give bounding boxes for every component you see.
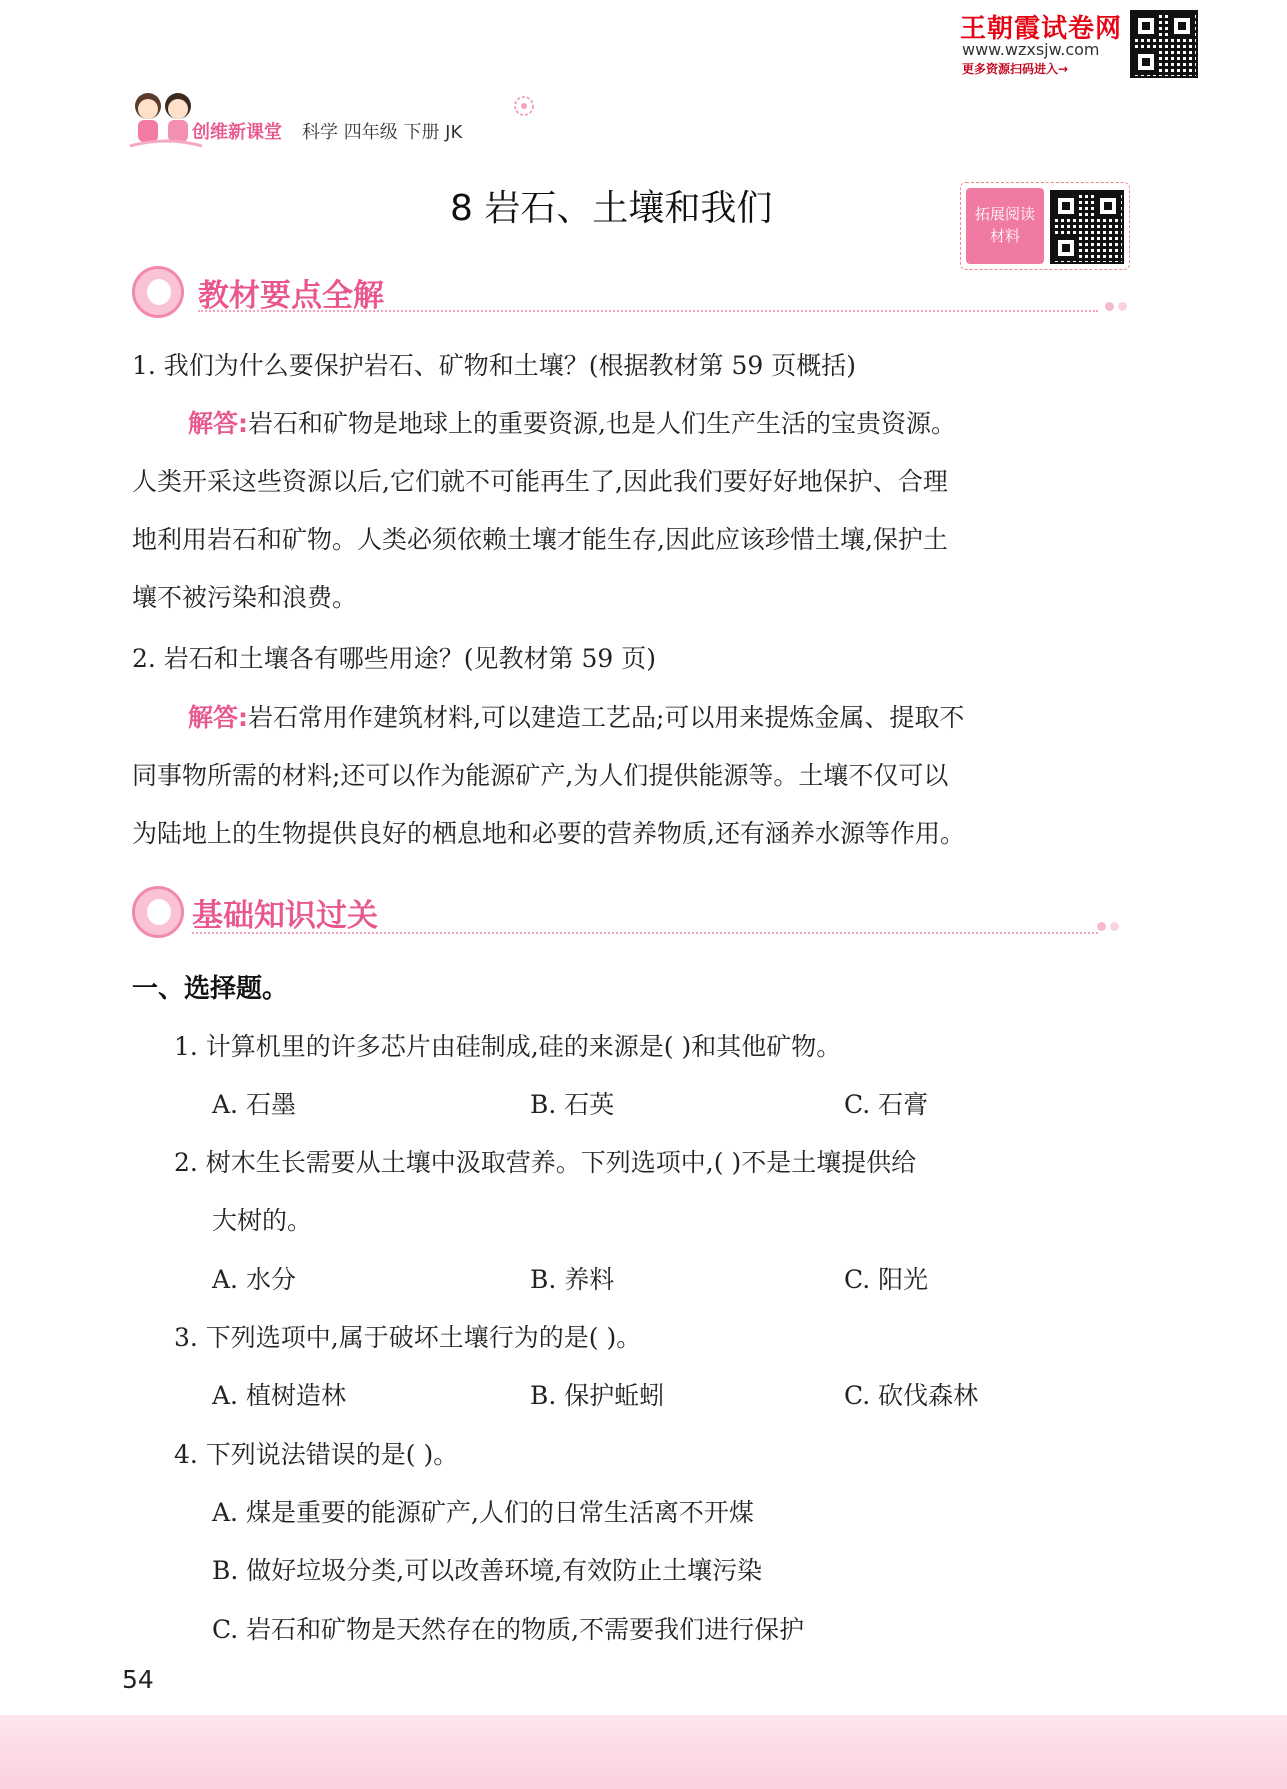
section-dots-icon [1097,922,1123,932]
extended-reading-qr-code-icon[interactable] [1050,190,1124,264]
answer-label: 解答: [188,703,248,732]
option-a[interactable]: A. 植树造林 [212,1381,346,1410]
section-dots-icon [1105,302,1131,312]
answer-1-line-2: 人类开采这些资源以后,它们就不可能再生了,因此我们要好好地保护、合理 [132,467,948,496]
section-title: 基础知识过关 [192,898,378,934]
question-2: 2. 岩石和土壤各有哪些用途？(见教材第 59 页) [132,644,657,673]
option-a[interactable]: A. 石墨 [212,1090,296,1119]
part-heading: 一、选择题。 [132,974,289,1004]
option-c[interactable]: C. 砍伐森林 [844,1381,979,1410]
site-note: 更多资源扫码进入→ [962,62,1069,76]
ext-label-line2: 材料 [989,227,1020,245]
section-title: 教材要点全解 [198,278,384,314]
section-mascot-icon [132,886,184,938]
mc-question-3: 3. 下列选项中,属于破坏土壤行为的是( )。 [174,1323,642,1352]
answer-2-line-1 [188,698,964,734]
footer-band [0,1715,1287,1789]
site-url[interactable]: www.wzxsjw.com [962,40,1100,59]
mc-question-4: 4. 下列说法错误的是( )。 [174,1440,459,1469]
answer-text: 岩石和矿物是地球上的重要资源,也是人们生产生活的宝贵资源。 [248,409,956,438]
option-b[interactable]: B. 保护蚯蚓 [530,1381,665,1410]
lesson-title: 8 岩石、土壤和我们 [450,188,773,229]
option-c[interactable]: C. 阳光 [844,1265,929,1294]
mc-question-1: 1. 计算机里的许多芯片由硅制成,硅的来源是( )和其他矿物。 [174,1032,842,1061]
option-a[interactable]: A. 煤是重要的能源矿产,人们的日常生活离不开煤 [212,1498,754,1527]
site-qr-code-icon[interactable] [1130,10,1198,78]
answer-1-line-4: 壤不被污染和浪费。 [132,583,358,612]
extended-reading-tag [966,188,1044,264]
answer-1-line-3: 地利用岩石和矿物。人类必须依赖土壤才能生存,因此应该珍惜土壤,保护土 [132,525,948,554]
flower-decoration-icon [512,94,536,118]
section-divider [192,932,1098,934]
option-c[interactable]: C. 岩石和矿物是天然存在的物质,不需要我们进行保护 [212,1615,805,1644]
answer-text: 岩石常用作建筑材料,可以建造工艺品;可以用来提炼金属、提取不 [248,703,965,732]
answer-2-line-2: 同事物所需的材料;还可以作为能源矿产,为人们提供能源等。土壤不仅可以 [132,761,949,790]
section-divider [198,310,1098,312]
mc-question-2: 2. 树木生长需要从土壤中汲取营养。下列选项中,( )不是土壤提供给 [174,1148,917,1177]
option-b[interactable]: B. 养料 [530,1265,615,1294]
book-info: 科学 四年级 下册 JK [302,122,463,143]
answer-1-line-1 [188,404,956,440]
option-a[interactable]: A. 水分 [212,1265,296,1294]
answer-2-line-3: 为陆地上的生物提供良好的栖息地和必要的营养物质,还有涵养水源等作用。 [132,819,965,848]
page-number: 54 [122,1665,154,1694]
option-b[interactable]: B. 石英 [530,1090,615,1119]
site-brand: 王朝霞试卷网 [960,14,1123,44]
mc-question-2-cont: 大树的。 [212,1206,313,1235]
series-name: 创维新课堂 [192,122,282,143]
option-b[interactable]: B. 做好垃圾分类,可以改善环境,有效防止土壤污染 [212,1556,763,1585]
section-mascot-icon [132,266,184,318]
answer-label: 解答: [188,409,248,438]
option-c[interactable]: C. 石膏 [844,1090,929,1119]
question-1: 1. 我们为什么要保护岩石、矿物和土壤？(根据教材第 59 页概括) [132,351,857,380]
ext-label-line1: 拓展阅读 [974,205,1035,223]
